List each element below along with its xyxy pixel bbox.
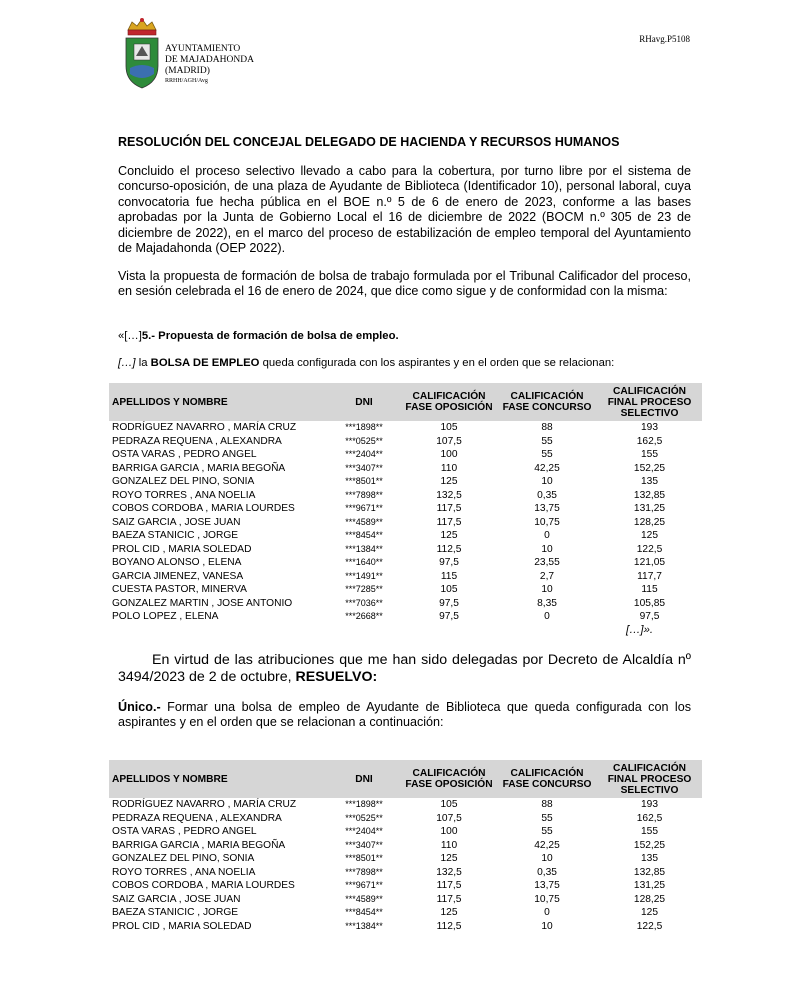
cell-dni: ***2404** (345, 826, 383, 836)
cell-name: SAIZ GARCIA , JOSE JUAN (112, 893, 241, 905)
quote-intro (118, 357, 614, 369)
cell-dni: ***3407** (345, 839, 383, 850)
table-row (109, 516, 702, 530)
cell-final: 193 (641, 422, 658, 433)
table-row (109, 852, 702, 866)
cell-final: 193 (641, 799, 658, 810)
quote-prefix: «[…] (118, 330, 142, 342)
table-row (109, 839, 702, 853)
cell-name: COBOS CORDOBA , MARIA LOURDES (112, 503, 295, 514)
cell-fase-concurso: 10 (541, 920, 553, 932)
cell-fase-oposicion: 117,5 (436, 893, 462, 905)
org-line: DE MAJADAHONDA (165, 55, 254, 65)
cell-final: 131,25 (633, 880, 666, 891)
cell-fase-concurso: 8,35 (537, 597, 557, 609)
table-row (109, 435, 702, 449)
cell-name: GONZALEZ DEL PINO, SONIA (112, 476, 255, 487)
coat-of-arms-logo (122, 16, 162, 90)
cell-fase-oposicion: 117,5 (436, 880, 462, 891)
quote-closing (626, 624, 653, 636)
cell-dni: ***3407** (345, 462, 383, 473)
cell-fase-oposicion: 105 (440, 799, 458, 810)
quote-heading-bold: 5.- Propuesta de formación de bolsa de empleo. (141, 330, 399, 342)
cell-final: 128,25 (633, 893, 666, 905)
header-name: APELLIDOS Y NOMBRE (109, 383, 327, 421)
quote-bold: BOLSA DE EMPLEO (150, 357, 260, 369)
cell-fase-oposicion: 125 (440, 530, 458, 541)
cell-final: 117,7 (637, 570, 662, 582)
cell-dni: ***1898** (345, 422, 383, 432)
cell-name: GONZALEZ MARTIN , JOSE ANTONIO (112, 597, 293, 609)
cell-fase-oposicion: 125 (440, 907, 458, 918)
table-row (109, 556, 702, 570)
cell-dni: ***1898** (345, 799, 383, 809)
header-name: APELLIDOS Y NOMBRE (109, 760, 327, 798)
table-row (109, 448, 702, 462)
quote-post: queda configurada con los aspirantes y en el orden que se relacionan: (259, 357, 615, 369)
cell-name: ROYO TORRES , ANA NOELIA (112, 866, 256, 878)
resolve-bold: RESUELVO: (295, 669, 378, 685)
cell-dni: ***7285** (345, 584, 383, 594)
cell-fase-concurso: 10,75 (534, 516, 560, 528)
cell-fase-oposicion: 97,5 (439, 611, 459, 622)
table-row (109, 893, 702, 907)
cell-final: 132,85 (633, 866, 666, 878)
cell-dni: ***2404** (345, 449, 383, 459)
cell-final: 105,85 (633, 597, 666, 609)
cell-fase-oposicion: 132,5 (436, 489, 462, 501)
cell-final: 122,5 (636, 920, 663, 932)
cell-dni: ***9671** (345, 880, 383, 890)
paragraph-intro: Concluido el proceso selectivo llevado a cabo para la cobertura, por turno libre por el sistema de concurso-oposición, de una plaza de Ayudante de Biblioteca (Identificador 10), personal laboral, cuya convocatoria fue hecha pública en el BOE n.º 5 de 6 de enero de 2023, conforme a las bases aprobadas por la Junta de Gobierno Local el 16 de diciembre de 2022 (BOCM n.º 305 de 23 de diciembre de 2022), en el marco del proceso de estabilización de empleo temporal del Ayuntamiento de Majadahonda (OEP 2022). (118, 164, 691, 256)
cell-fase-concurso: 10 (541, 853, 553, 864)
cell-final: 152,25 (633, 839, 666, 851)
cell-fase-concurso: 88 (541, 422, 553, 433)
cell-dni: ***1491** (345, 570, 383, 581)
cell-fase-concurso: 13,75 (534, 880, 560, 891)
cell-final: 132,85 (633, 489, 666, 501)
header-fase-oposicion: CALIFICACIÓN FASE OPOSICIÓN (401, 760, 497, 798)
cell-fase-oposicion: 97,5 (439, 597, 459, 609)
cell-name: ROYO TORRES , ANA NOELIA (112, 489, 256, 501)
table-row (109, 879, 702, 893)
organization-block (165, 44, 254, 86)
table-row (109, 812, 702, 826)
cell-dni: ***4589** (345, 893, 383, 904)
cell-final: 97,5 (639, 611, 660, 622)
cell-fase-concurso: 55 (541, 812, 553, 824)
cell-fase-oposicion: 117,5 (436, 503, 462, 514)
table-row (109, 543, 702, 557)
cell-name: POLO LOPEZ , ELENA (112, 611, 219, 622)
cell-dni: ***7898** (345, 489, 383, 500)
cell-name: OSTA VARAS , PEDRO ANGEL (112, 449, 257, 460)
cell-fase-concurso: 10,75 (534, 893, 560, 905)
cell-fase-oposicion: 117,5 (436, 516, 462, 528)
cell-fase-oposicion: 125 (440, 853, 458, 864)
table-row (109, 570, 702, 584)
document-reference: RHavg.P5108 (639, 34, 690, 44)
employment-pool-table-resolution (109, 760, 702, 933)
table-row (109, 906, 702, 920)
quote-ellipsis: […] (118, 357, 136, 369)
cell-final: 135 (641, 476, 658, 487)
unico-text: Formar una bolsa de empleo de Ayudante de Biblioteca que queda configurada con los aspirantes y en el orden que se relacionan a continuación: (118, 700, 691, 730)
resolve-text: En virtud de las atribuciones que me han sido delegadas por Decreto de Alcaldía nº 3494/2023 de 2 de octubre, (118, 652, 691, 685)
employment-pool-table-proposal (109, 383, 702, 624)
cell-name: PEDRAZA REQUENA , ALEXANDRA (112, 435, 282, 447)
cell-dni: ***1384** (345, 543, 383, 554)
table-body (109, 421, 702, 624)
cell-name: PROL CID , MARIA SOLEDAD (112, 920, 252, 932)
cell-dni: ***8501** (345, 853, 383, 863)
cell-fase-concurso: 42,25 (534, 839, 560, 851)
org-department-code: RRHH/AGH/Avg (165, 78, 208, 84)
cell-fase-oposicion: 110 (440, 839, 458, 851)
cell-fase-concurso: 88 (541, 799, 553, 810)
table-row (109, 866, 702, 880)
cell-dni: ***2668** (345, 611, 383, 621)
cell-final: 155 (641, 826, 658, 837)
table-row (109, 462, 702, 476)
cell-name: BARRIGA GARCIA , MARIA BEGOÑA (112, 839, 286, 851)
cell-fase-concurso: 0 (544, 530, 550, 541)
cell-final: 122,5 (636, 543, 663, 555)
unico-bold: Único.- (118, 700, 161, 714)
cell-name: BAEZA STANICIC , JORGE (112, 530, 239, 541)
table-row (109, 475, 702, 489)
cell-final: 125 (641, 907, 658, 918)
cell-fase-concurso: 13,75 (534, 503, 560, 514)
paragraph-proposal: Vista la propuesta de formación de bolsa de trabajo formulada por el Tribunal Calificador del proceso, en sesión celebrada el 16 de enero de 2024, que dice como sigue y de conformidad con la misma: (118, 269, 691, 299)
cell-name: SAIZ GARCIA , JOSE JUAN (112, 516, 241, 528)
cell-fase-oposicion: 107,5 (436, 812, 462, 824)
cell-fase-oposicion: 115 (440, 570, 458, 582)
header-dni: DNI (327, 760, 401, 798)
table-row (109, 421, 702, 435)
table-row (109, 920, 702, 934)
cell-fase-oposicion: 107,5 (436, 435, 462, 447)
cell-fase-oposicion: 112,5 (436, 920, 462, 932)
cell-final: 162,5 (636, 812, 663, 824)
cell-fase-concurso: 10 (541, 543, 553, 555)
cell-fase-oposicion: 132,5 (436, 866, 462, 878)
cell-fase-concurso: 42,25 (534, 462, 560, 474)
cell-final: 115 (641, 584, 658, 595)
cell-fase-concurso: 10 (541, 584, 553, 595)
cell-fase-oposicion: 112,5 (436, 543, 462, 555)
header-fase-concurso: CALIFICACIÓN FASE CONCURSO (497, 760, 597, 798)
cell-dni: ***8454** (345, 907, 383, 917)
cell-name: BARRIGA GARCIA , MARIA BEGOÑA (112, 462, 286, 474)
quote-heading (118, 330, 399, 342)
cell-fase-oposicion: 105 (440, 422, 458, 433)
cell-name: OSTA VARAS , PEDRO ANGEL (112, 826, 257, 837)
cell-dni: ***0525** (345, 812, 383, 823)
quote-pre: la (135, 357, 151, 369)
cell-fase-concurso: 0,35 (537, 866, 557, 878)
org-line: AYUNTAMIENTO (165, 44, 241, 54)
cell-name: COBOS CORDOBA , MARIA LOURDES (112, 880, 295, 891)
cell-dni: ***7036** (345, 597, 383, 608)
table-row (109, 489, 702, 503)
cell-fase-concurso: 0 (544, 907, 550, 918)
cell-name: GONZALEZ DEL PINO, SONIA (112, 853, 255, 864)
cell-fase-concurso: 0,35 (537, 489, 557, 501)
table-row (109, 529, 702, 543)
table-row (109, 798, 702, 812)
cell-fase-oposicion: 97,5 (439, 557, 459, 568)
cell-fase-concurso: 55 (541, 435, 553, 447)
cell-dni: ***7898** (345, 866, 383, 877)
table-body (109, 798, 702, 933)
header-dni: DNI (327, 383, 401, 421)
cell-final: 121,05 (633, 557, 666, 568)
cell-dni: ***0525** (345, 435, 383, 446)
table-row (109, 583, 702, 597)
cell-dni: ***9671** (345, 503, 383, 513)
cell-final: 135 (641, 853, 658, 864)
header-fase-oposicion: CALIFICACIÓN FASE OPOSICIÓN (401, 383, 497, 421)
cell-name: BOYANO ALONSO , ELENA (112, 557, 242, 568)
resolution-title: RESOLUCIÓN DEL CONCEJAL DELEGADO DE HACIENDA Y RECURSOS HUMANOS (118, 135, 620, 149)
cell-fase-concurso: 23,55 (534, 557, 560, 568)
header-final: CALIFICACIÓN FINAL PROCESO SELECTIVO (597, 760, 702, 798)
resolve-paragraph (118, 652, 691, 686)
cell-dni: ***1640** (345, 557, 383, 567)
org-line: (MADRID) (165, 66, 210, 76)
table-row (109, 502, 702, 516)
cell-fase-oposicion: 100 (440, 449, 458, 460)
cell-final: 152,25 (633, 462, 666, 474)
cell-fase-concurso: 10 (541, 476, 553, 487)
cell-fase-oposicion: 105 (440, 584, 458, 595)
cell-final: 125 (641, 530, 658, 541)
cell-dni: ***1384** (345, 920, 383, 931)
cell-name: GARCIA JIMENEZ, VANESA (112, 570, 244, 582)
cell-dni: ***4589** (345, 516, 383, 527)
cell-name: CUESTA PASTOR, MINERVA (112, 584, 247, 595)
table-row (109, 610, 702, 624)
cell-dni: ***8501** (345, 476, 383, 486)
cell-name: PEDRAZA REQUENA , ALEXANDRA (112, 812, 282, 824)
cell-final: 131,25 (633, 503, 666, 514)
cell-fase-oposicion: 100 (440, 826, 458, 837)
cell-final: 128,25 (633, 516, 666, 528)
header-final: CALIFICACIÓN FINAL PROCESO SELECTIVO (597, 383, 702, 421)
cell-fase-concurso: 0 (544, 611, 550, 622)
cell-fase-concurso: 55 (541, 826, 553, 837)
cell-fase-concurso: 55 (541, 449, 553, 460)
header-fase-concurso: CALIFICACIÓN FASE CONCURSO (497, 383, 597, 421)
cell-name: RODRÍGUEZ NAVARRO , MARÍA CRUZ (112, 422, 297, 433)
cell-name: PROL CID , MARIA SOLEDAD (112, 543, 252, 555)
cell-final: 162,5 (636, 435, 663, 447)
cell-fase-concurso: 2,7 (539, 570, 555, 582)
cell-fase-oposicion: 125 (440, 476, 458, 487)
cell-dni: ***8454** (345, 530, 383, 540)
cell-name: RODRÍGUEZ NAVARRO , MARÍA CRUZ (112, 799, 297, 810)
unico-paragraph (118, 700, 691, 731)
table-row (109, 825, 702, 839)
cell-name: BAEZA STANICIC , JORGE (112, 907, 239, 918)
quote-closing-text: […]». (626, 624, 653, 636)
table-row (109, 597, 702, 611)
cell-fase-oposicion: 110 (440, 462, 458, 474)
cell-final: 155 (641, 449, 658, 460)
